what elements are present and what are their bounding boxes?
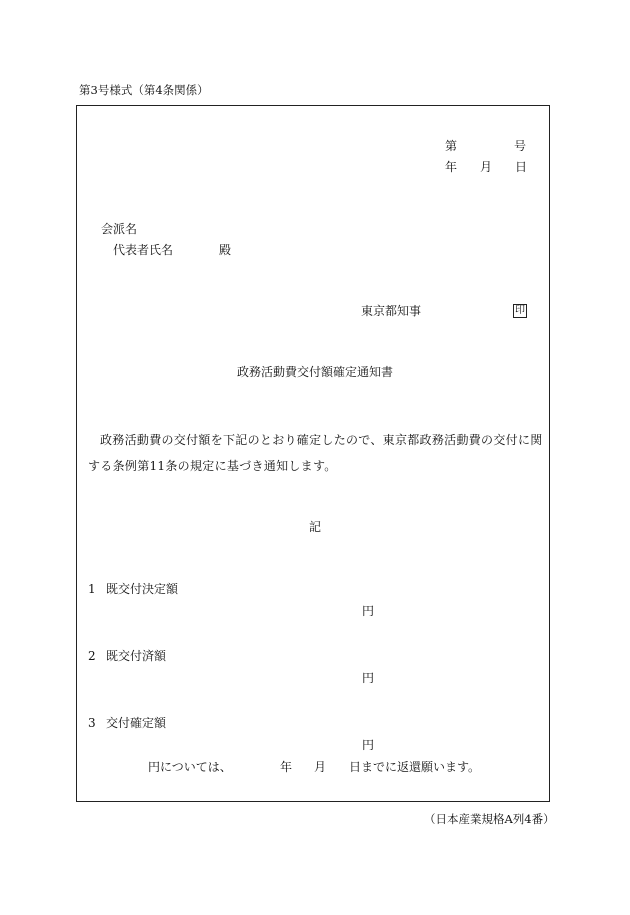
document-title: 政務活動費交付額確定通知書 bbox=[237, 365, 394, 379]
party-label: 会派名 bbox=[101, 222, 138, 236]
honorific: 殿 bbox=[219, 243, 232, 257]
item-number: 2 bbox=[88, 649, 96, 663]
item-unit: 円 bbox=[362, 738, 375, 752]
date-month: 月 bbox=[480, 160, 493, 174]
seal-mark: 印 bbox=[515, 305, 525, 316]
return-month: 月 bbox=[314, 760, 327, 774]
number-prefix: 第 bbox=[445, 139, 458, 153]
return-year: 年 bbox=[280, 760, 293, 774]
ki-heading: 記 bbox=[309, 520, 322, 534]
body-text: 政務活動費の交付額を下記のとおり確定したので、東京都政務活動費の交付に関する条例第11条の規定に基づき通知します。 bbox=[88, 433, 543, 473]
number-suffix: 号 bbox=[514, 139, 527, 153]
paper-size-note: （日本産業規格A列4番） bbox=[424, 812, 555, 826]
form-number: 第3号様式（第4条関係） bbox=[79, 83, 209, 97]
item-label: 既交付決定額 bbox=[106, 582, 179, 596]
date-year: 年 bbox=[445, 160, 458, 174]
item-unit: 円 bbox=[362, 604, 375, 618]
item-label: 既交付済額 bbox=[106, 649, 167, 663]
return-text-end: 日までに返還願います。 bbox=[349, 760, 481, 774]
item-label: 交付確定額 bbox=[106, 716, 167, 730]
item-number: 1 bbox=[88, 582, 96, 596]
representative-label: 代表者氏名 bbox=[113, 243, 174, 257]
return-text-start: 円については、 bbox=[148, 760, 232, 774]
date-day: 日 bbox=[515, 160, 528, 174]
item-number: 3 bbox=[88, 716, 96, 730]
item-unit: 円 bbox=[362, 671, 375, 685]
issuer-name: 東京都知事 bbox=[361, 304, 422, 318]
